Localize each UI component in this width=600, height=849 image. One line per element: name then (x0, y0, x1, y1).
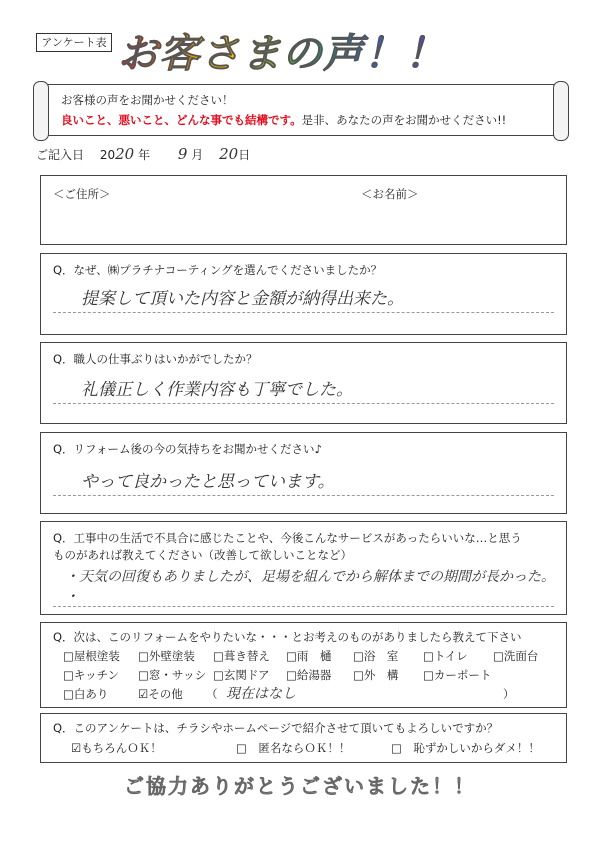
date-year-prefix: 20 (99, 148, 116, 162)
intro-line2-rest: 是非、あなたの声をお聞かせください!! (301, 113, 507, 127)
option-yes[interactable]: ☑もちろんＯＫ！ (71, 741, 162, 755)
q6-question: Q．このアンケートは、チラシやホームページで紹介させて頂いてもよろしいですか？ (53, 721, 499, 735)
other-close-paren: ） (503, 687, 515, 701)
q1-divider (53, 312, 554, 313)
date-label: ご記入日 (36, 148, 85, 162)
option-exterior[interactable]: □外 構 (353, 668, 399, 682)
intro-banner (40, 84, 562, 136)
q1-question: Q．なぜ、㈱プラチナコーティングを選んでくださいましたか？ (53, 263, 383, 277)
name-label: ＜お名前＞ (361, 187, 419, 201)
q4-answer-line2: ・ (65, 589, 79, 605)
option-reroof[interactable]: □葺き替え (213, 649, 270, 663)
option-other[interactable]: ☑その他 (138, 687, 183, 701)
q5-box (40, 622, 567, 708)
q3-answer: やって良かったと思っています。 (81, 472, 335, 492)
page-title: お客さまの声！！ (118, 22, 446, 79)
option-no[interactable]: □ 恥ずかしいからダメ！！ (391, 741, 540, 755)
option-kitchen[interactable]: □キッチン (63, 668, 120, 682)
date-month-unit: 月 (191, 148, 204, 162)
intro-line1: お客様の声をお聞かせください！ (61, 93, 234, 107)
other-open-paren: （ (206, 687, 218, 701)
q4-question-line2: ものがあれば教えてください（改善して欲しいことなど） (53, 548, 352, 562)
date-day-unit: 日 (238, 148, 251, 162)
option-toilet[interactable]: □トイレ (423, 649, 468, 663)
option-water-heater[interactable]: □給湯器 (286, 668, 332, 682)
option-washbasin[interactable]: □洗面台 (493, 649, 539, 663)
intro-line2-red: 良いこと、悪いこと、どんな事でも結構です。 (61, 113, 302, 127)
scroll-right-curl (553, 81, 569, 141)
address-box (40, 175, 567, 245)
option-entrance-door[interactable]: □玄関ドア (213, 668, 270, 682)
q4-divider (53, 606, 554, 607)
q2-question: Q．職人の仕事ぶりはいかがでしたか？ (53, 352, 258, 366)
date-row (36, 145, 250, 163)
q3-question: Q．リフォーム後の今の気持ちをお聞かせください♪ (53, 442, 322, 456)
q2-box (40, 342, 567, 424)
date-day: 20 (219, 145, 239, 163)
scroll-left-curl (33, 81, 49, 141)
option-bath[interactable]: □浴 室 (353, 649, 399, 663)
q2-divider (53, 403, 554, 404)
other-answer: 現在はなし (226, 686, 296, 702)
option-anonymous[interactable]: □ 匿名ならＯＫ！！ (236, 741, 351, 755)
q1-box (40, 253, 567, 335)
thanks-message: ご協力ありがとうございました！！ (124, 774, 476, 798)
address-label: ＜ご住所＞ (53, 187, 111, 201)
q4-question-line1: Q．工事中の生活で不具合に感じたことや、今後こんなサービスがあったらいいな…と思う (53, 531, 522, 545)
option-wall-paint[interactable]: □外壁塗装 (138, 649, 195, 663)
date-year-unit: 年 (138, 148, 151, 162)
date-month: 9 (177, 145, 188, 163)
q6-box (40, 713, 567, 763)
option-gutter[interactable]: □雨 樋 (286, 649, 332, 663)
intro-line2 (61, 112, 506, 128)
q5-question: Q．次は、このリフォームをやりたいな・・・とお考えのものがありましたら教えて下さい (53, 630, 522, 644)
option-carport[interactable]: □カーポート (423, 668, 492, 682)
q1-answer: 提案して頂いた内容と金額が納得出来た。 (81, 289, 404, 309)
option-window[interactable]: □窓・サッシ (138, 668, 207, 682)
q4-box (40, 521, 567, 615)
date-year: 20 (115, 145, 135, 163)
q3-box (40, 432, 567, 514)
q3-divider (53, 495, 554, 496)
q2-answer: 礼儀正しく作業内容も丁寧でした。 (81, 380, 353, 400)
option-roof-paint[interactable]: □屋根塗装 (63, 649, 120, 663)
form-tag: アンケート表 (36, 33, 112, 52)
q4-answer-line1: ・天気の回復もありましたが、足場を組んでから解体までの期間が長かった。 (65, 569, 555, 585)
option-termite[interactable]: □白あり (63, 687, 109, 701)
